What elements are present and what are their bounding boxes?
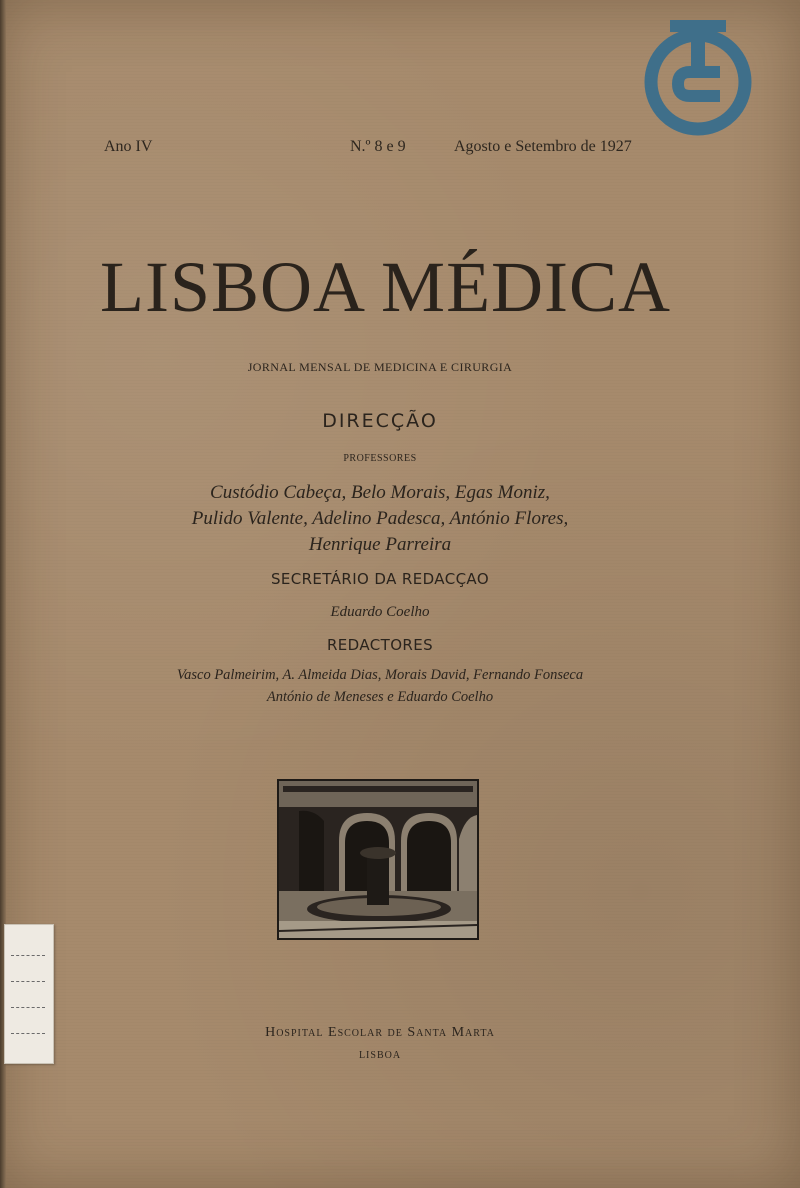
cloister-fountain-image: [279, 781, 477, 938]
journal-subtitle: JORNAL MENSAL DE MEDICINA E CIRURGIA: [247, 360, 513, 374]
issue-number: N.º 8 e 9: [350, 138, 406, 155]
secretario-name: Eduardo Coelho: [330, 604, 430, 620]
publisher-city: LISBOA: [358, 1050, 402, 1061]
redactores-heading: REDACTORES: [326, 636, 434, 654]
redactores-line: António de Meneses e Eduardo Coelho: [266, 689, 494, 705]
issue-date: Agosto e Setembro de 1927: [454, 138, 632, 155]
professores-label: PROFESSORES: [343, 453, 417, 464]
label-line: [11, 955, 45, 956]
label-line: [11, 1033, 45, 1034]
journal-title: LISBOA MÉDICA: [100, 247, 672, 327]
publisher-name: Hospital Escolar de Santa Marta: [265, 1025, 495, 1040]
professores-line: Custódio Cabeça, Belo Morais, Egas Moniz,: [210, 482, 550, 503]
direccao-heading: DIRECÇÃO: [322, 410, 438, 432]
label-line: [11, 1007, 45, 1008]
woodcut-illustration: [277, 779, 479, 940]
library-stamp-logo: [642, 20, 754, 144]
professores-line: Pulido Valente, Adelino Padesca, António Flores,: [191, 508, 569, 529]
label-line: [11, 981, 45, 982]
library-label-sticker: [4, 924, 54, 1064]
redactores-line: Vasco Palmeirim, A. Almeida Dias, Morais David, Fernando Fonseca: [176, 667, 584, 683]
secretario-heading: SECRETÁRIO DA REDACÇAO: [270, 570, 490, 588]
professores-line: Henrique Parreira: [308, 534, 452, 555]
year-volume: Ano IV: [104, 138, 153, 155]
